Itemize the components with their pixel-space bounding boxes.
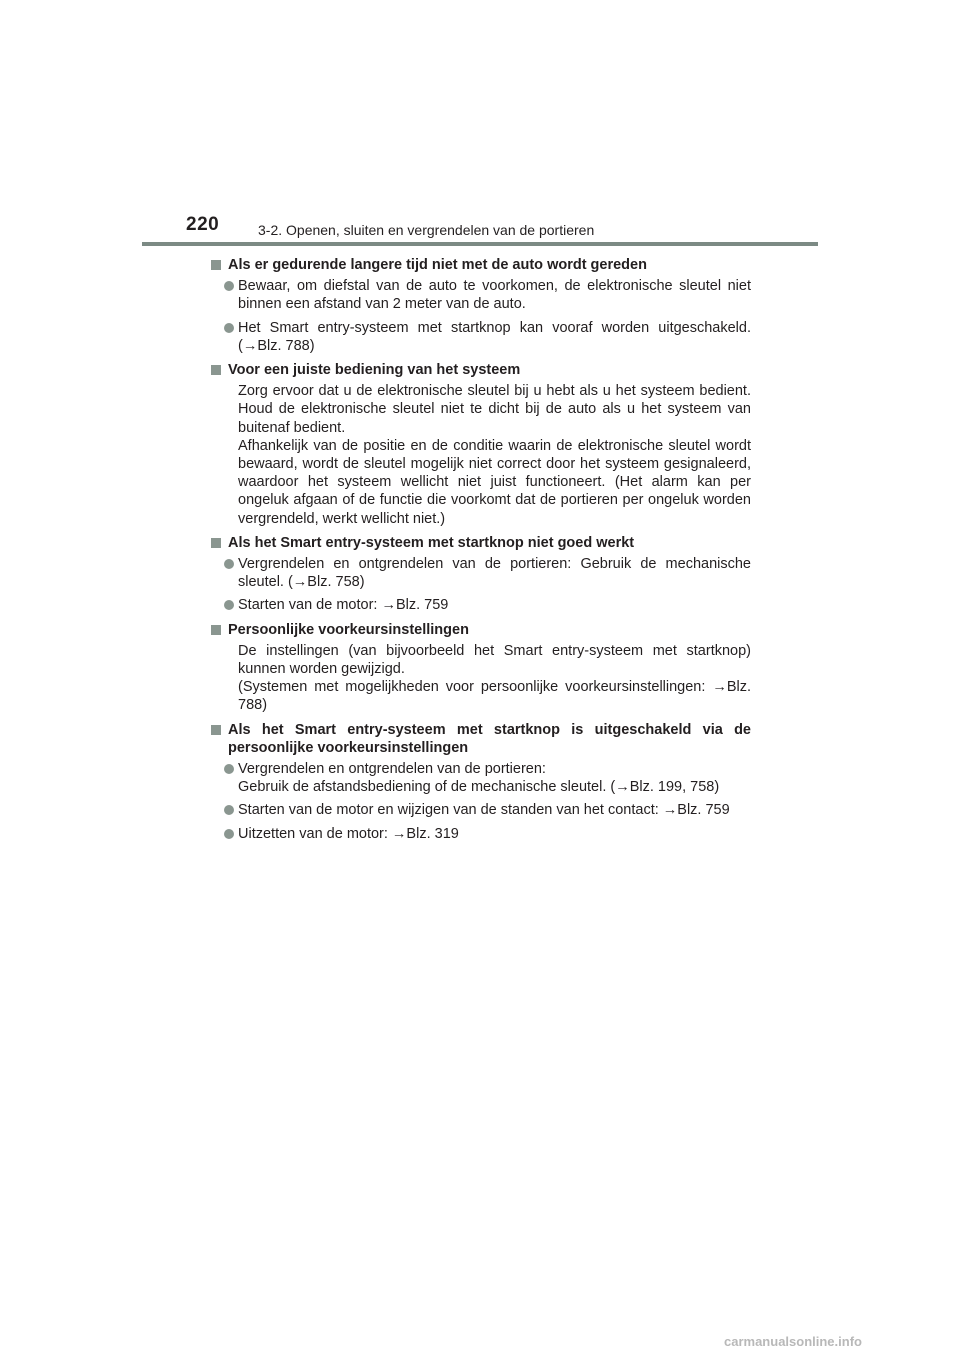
page-number: 220 bbox=[186, 214, 220, 235]
watermark: carmanualsonline.info bbox=[724, 1334, 862, 1349]
section-customization bbox=[210, 621, 751, 715]
section-disabled-via-customization bbox=[210, 721, 751, 843]
list-item: Bewaar, om diefstal van de auto te voorkomen, de elektronische sleutel niet binnen een afstand van 2 meter van de auto. bbox=[210, 277, 751, 313]
list-item: Starten van de motor en wijzigen van de standen van het contact: →Blz. 759 bbox=[210, 801, 751, 819]
section-title: Als het Smart entry-systeem met startknop niet goed werkt bbox=[210, 534, 751, 552]
round-bullet-icon bbox=[224, 600, 234, 610]
round-bullet-icon bbox=[224, 281, 234, 291]
square-bullet-icon bbox=[211, 538, 221, 548]
round-bullet-icon bbox=[224, 323, 234, 333]
section-title: Persoonlijke voorkeursinstellingen bbox=[210, 621, 751, 639]
header-rule bbox=[142, 242, 818, 246]
round-bullet-icon bbox=[224, 829, 234, 839]
section-correct-operation bbox=[210, 361, 751, 528]
paragraph: Zorg ervoor dat u de elektronische sleutel bij u hebt als u het systeem bedient. Houd de elektronische sleutel niet te dicht bij de auto als u het systeem van buitenaf bedient. bbox=[238, 383, 751, 436]
paragraph: De instellingen (van bijvoorbeeld het Smart entry-systeem met startknop) kunnen worden gewijzigd. bbox=[238, 642, 751, 678]
section-title: Als er gedurende langere tijd niet met de auto wordt gereden bbox=[210, 256, 751, 274]
paragraph: Afhankelijk van de positie en de conditie waarin de elektronische sleutel wordt bewaard, wordt de sleutel mogelijk niet correct door het systeem gesignaleerd, waardoor het systeem wellicht niet juist functioneert. (Het alarm kan per ongeluk afgaan of de functie die voorkomt dat de portieren per ongeluk worden vergrendeld, werkt wellicht niet.) bbox=[238, 437, 751, 527]
square-bullet-icon bbox=[211, 725, 221, 735]
chapter-header: 3-2. Openen, sluiten en vergrendelen van de portieren bbox=[258, 222, 595, 238]
paragraph: (Systemen met mogelijkheden voor persoonlijke voorkeursinstellingen: →Blz. 788) bbox=[238, 679, 751, 714]
round-bullet-icon bbox=[224, 764, 234, 774]
section-title: Als het Smart entry-systeem met startknop is uitgeschakeld via de persoonlijke voorkeursinstellingen bbox=[210, 721, 751, 757]
list-item: Uitzetten van de motor: →Blz. 319 bbox=[210, 825, 751, 843]
list-item: Het Smart entry-systeem met startknop kan vooraf worden uitgeschakeld. (→Blz. 788) bbox=[210, 319, 751, 355]
list-item: Vergrendelen en ontgrendelen van de portieren: Gebruik de mechanische sleutel. (→Blz. 758) bbox=[210, 555, 751, 591]
section-long-term-parking bbox=[210, 256, 751, 355]
round-bullet-icon bbox=[224, 805, 234, 815]
square-bullet-icon bbox=[211, 625, 221, 635]
round-bullet-icon bbox=[224, 559, 234, 569]
page-content bbox=[210, 256, 751, 849]
square-bullet-icon bbox=[211, 260, 221, 270]
section-title: Voor een juiste bediening van het systeem bbox=[210, 361, 751, 379]
list-item: Vergrendelen en ontgrendelen van de portieren: Gebruik de afstandsbediening of de mechanische sleutel. (→Blz. 199, 758) bbox=[210, 760, 751, 796]
square-bullet-icon bbox=[211, 365, 221, 375]
section-malfunction bbox=[210, 534, 751, 615]
list-item: Starten van de motor: →Blz. 759 bbox=[210, 596, 751, 614]
